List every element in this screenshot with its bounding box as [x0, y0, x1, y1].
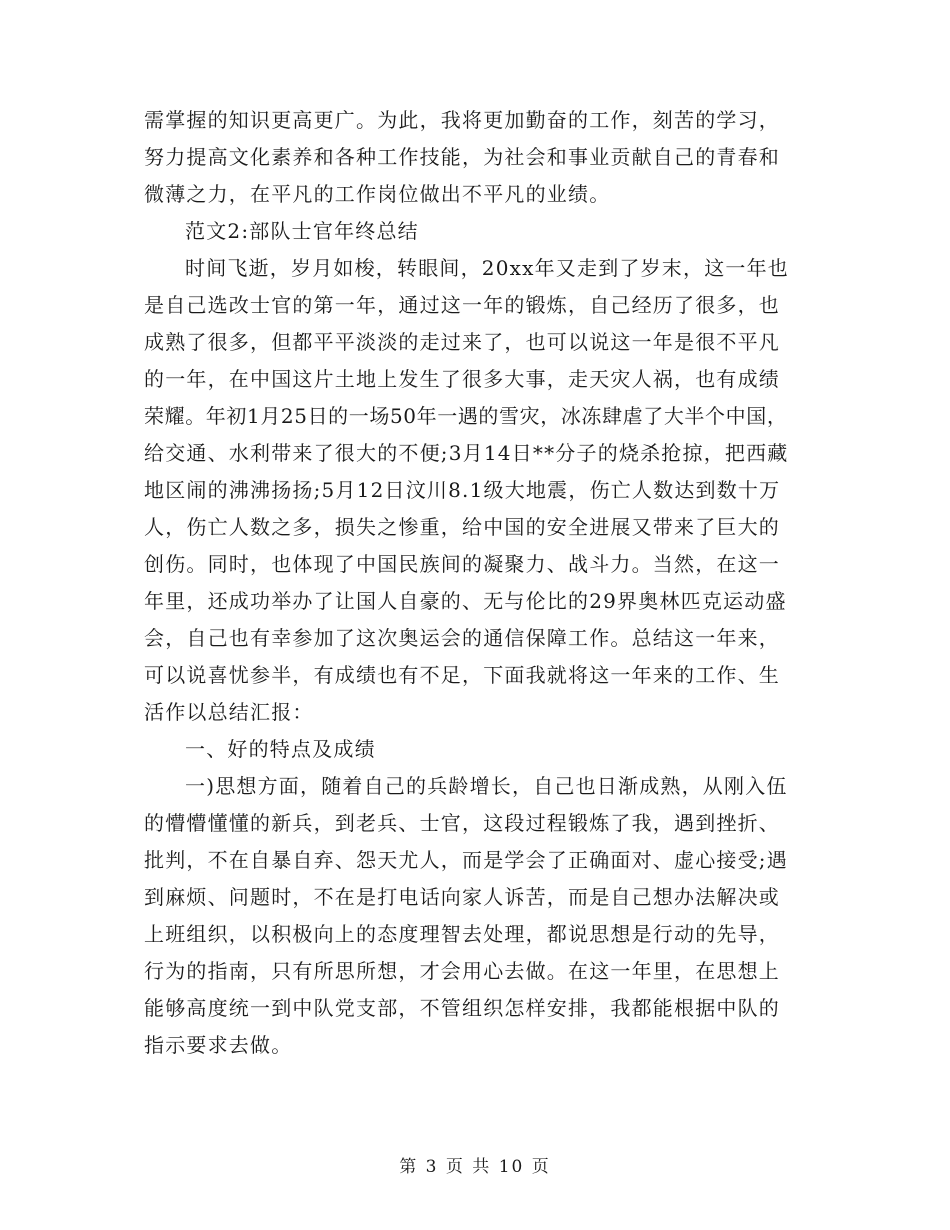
text-line: 荣耀。年初1月25日的一场50年一遇的雪灾，冰冻肆虐了大半个中国，: [144, 404, 788, 428]
text-line: 年里，还成功举办了让国人自豪的、无与伦比的29界奥林匹克运动盛: [144, 589, 787, 613]
text-line: 需掌握的知识更高更广。为此，我将更加勤奋的工作，刻苦的学习，: [144, 108, 780, 132]
text-line: 创伤。同时，也体现了中国民族间的凝聚力、战斗力。当然，在这一: [144, 552, 780, 576]
text-line: 批判，不在自暴自弃、怨天尤人，而是学会了正确面对、虚心接受;遇: [144, 848, 788, 872]
text-line: 指示要求去做。: [144, 1033, 293, 1057]
text-line: 能够高度统一到中队党支部，不管组织怎样安排，我都能根据中队的: [144, 996, 780, 1020]
text-line: 一)思想方面，随着自己的兵龄增长，自己也日渐成熟，从刚入伍: [185, 774, 788, 798]
text-line: 到麻烦、问题时，不在是打电话向家人诉苦，而是自己想办法解决或: [144, 885, 780, 909]
text-line: 上班组织，以积极向上的态度理智去处理，都说思想是行动的先导，: [144, 922, 780, 946]
text-line: 的懵懵懂懂的新兵，到老兵、士官，这段过程锻炼了我，遇到挫折、: [144, 811, 780, 835]
text-line: 努力提高文化素养和各种工作技能，为社会和事业贡献自己的青春和: [144, 145, 780, 169]
text-line: 微薄之力，在平凡的工作岗位做出不平凡的业绩。: [144, 182, 611, 206]
text-line: 时间飞逝，岁月如梭，转眼间，20xx年又走到了岁末，这一年也: [185, 256, 790, 280]
text-line: 可以说喜忧参半，有成绩也有不足，下面我就将这一年来的工作、生: [144, 663, 780, 687]
text-line: 人，伤亡人数之多，损失之惨重，给中国的安全进展又带来了巨大的: [144, 515, 780, 539]
section-heading: 范文2:部队士官年终总结: [185, 219, 419, 243]
text-line: 给交通、水利带来了很大的不便;3月14日**分子的烧杀抢掠，把西藏: [144, 441, 789, 465]
text-line: 活作以总结汇报：: [144, 700, 314, 724]
text-line: 行为的指南，只有所思所想，才会用心去做。在这一年里，在思想上: [144, 959, 780, 983]
text-line: 会，自己也有幸参加了这次奥运会的通信保障工作。总结这一年来，: [144, 626, 780, 650]
text-line: 是自己选改士官的第一年，通过这一年的锻炼，自己经历了很多，也: [144, 293, 780, 317]
text-line: 地区闹的沸沸扬扬;5月12日汶川8.1级大地震，伤亡人数达到数十万: [144, 478, 781, 502]
text-line: 的一年，在中国这片土地上发生了很多大事，走天灾人祸，也有成绩: [144, 367, 780, 391]
text-line: 成熟了很多，但都平平淡淡的走过来了，也可以说这一年是很不平凡: [144, 330, 780, 354]
section-heading: 一、好的特点及成绩: [185, 737, 376, 761]
page-footer: 第 3 页 共 10 页: [399, 1157, 551, 1177]
